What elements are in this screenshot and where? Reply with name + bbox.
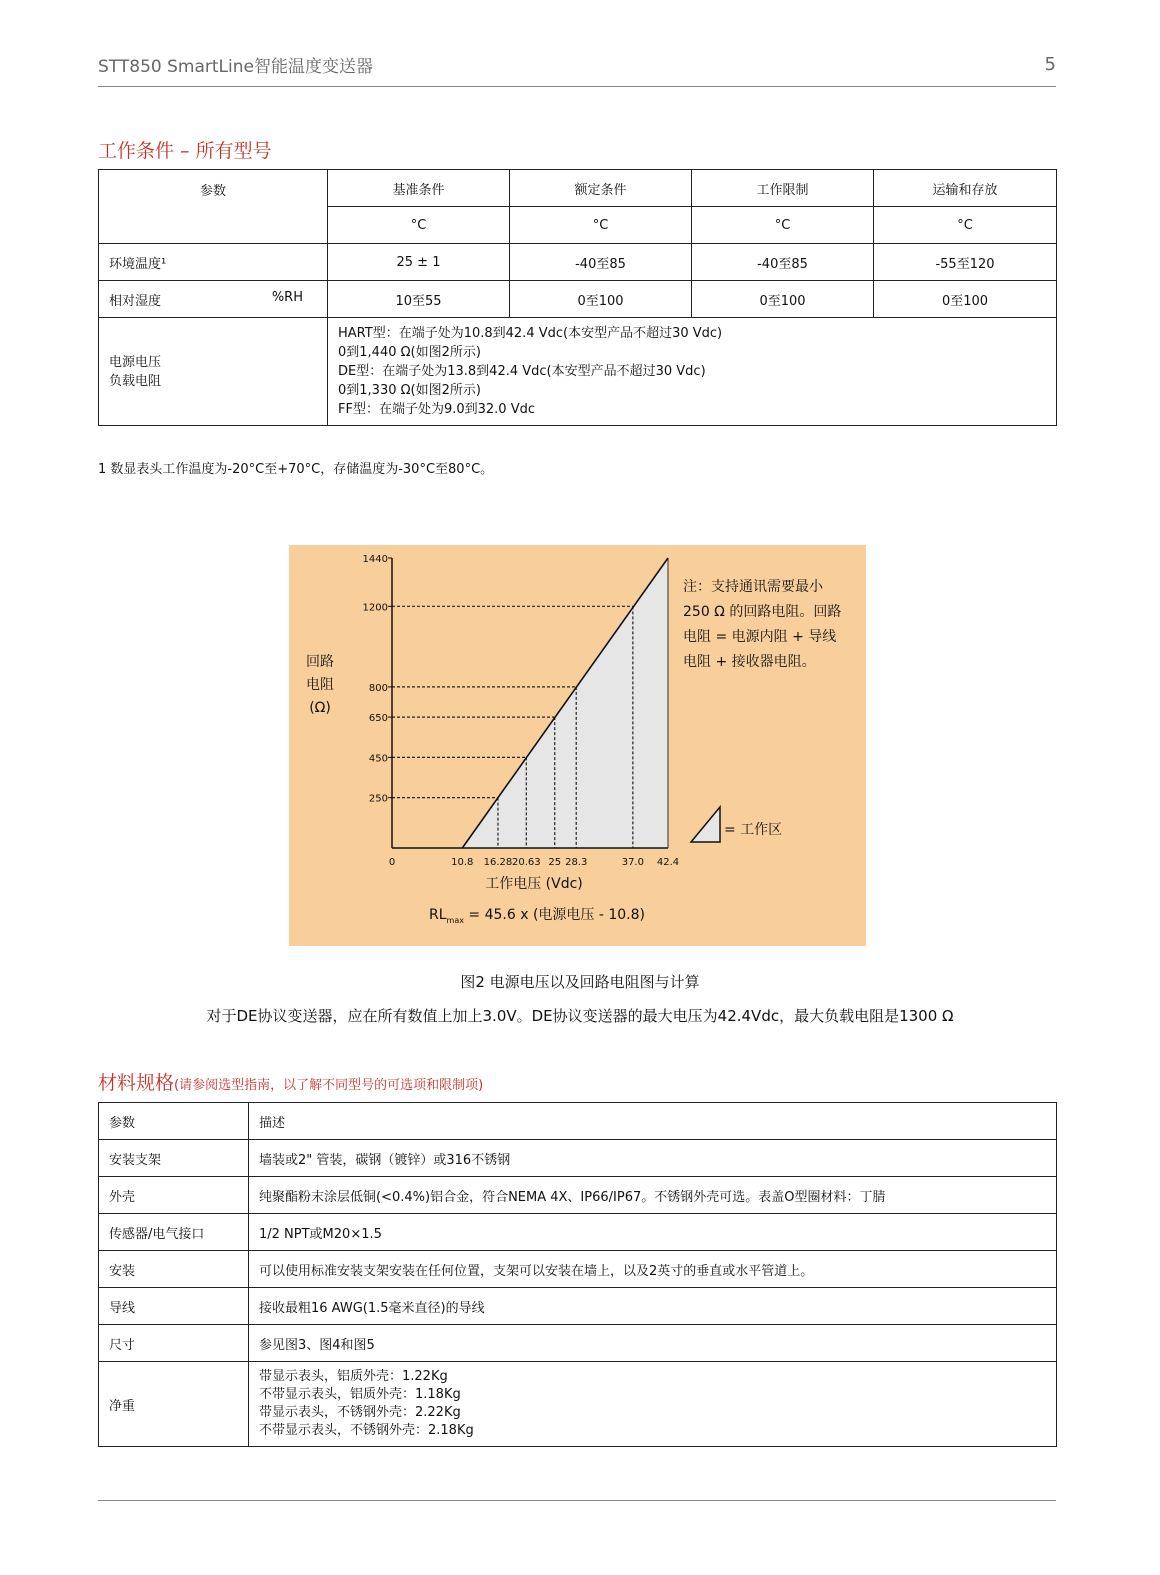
param-unit: %RH bbox=[271, 289, 303, 305]
x-tick-label: 28.3 bbox=[565, 857, 588, 868]
footnote: 1 数显表头工作温度为-20°C至+70°C，存储温度为-30°C至80°C。 bbox=[98, 462, 494, 477]
y-axis-label: 回路 bbox=[306, 654, 334, 670]
y-axis-label: 电阻 bbox=[306, 677, 334, 693]
param-cell bbox=[99, 281, 328, 318]
value-cell: 0至100 bbox=[510, 281, 692, 318]
operating-conditions-table bbox=[98, 169, 1057, 426]
param-cell bbox=[99, 318, 328, 426]
column-header: 工作限制 bbox=[692, 170, 874, 207]
value-cell: -40至85 bbox=[692, 244, 874, 281]
operating-conditions-title: 工作条件 – 所有型号 bbox=[98, 140, 272, 162]
column-header: 运输和存放 bbox=[874, 170, 1057, 207]
chart-note: 注：支持通讯需要最小 bbox=[683, 579, 823, 595]
column-header: 额定条件 bbox=[510, 170, 692, 207]
y-tick-label: 450 bbox=[368, 753, 388, 765]
param-cell bbox=[99, 244, 328, 281]
x-tick-label: 20.63 bbox=[511, 857, 541, 868]
materials-table bbox=[98, 1102, 1057, 1447]
table-header-row bbox=[99, 1103, 1057, 1140]
materials-title-sub: (请参阅选型指南，以了解不同型号的可选项和限制项) bbox=[174, 1078, 484, 1093]
unit-cell: °C bbox=[328, 207, 510, 244]
desc-cell: 可以使用标准安装支架安装在任何位置，支架可以安装在墙上，以及2英寸的垂直或水平管道上。 bbox=[249, 1251, 1057, 1288]
y-tick-label: 650 bbox=[368, 713, 388, 725]
table-row bbox=[99, 1325, 1057, 1362]
materials-title bbox=[98, 1068, 483, 1095]
unit-cell: °C bbox=[874, 207, 1057, 244]
y-tick-label: 800 bbox=[368, 682, 388, 694]
column-header: 参数 bbox=[99, 170, 328, 244]
x-tick-label: 16.28 bbox=[483, 857, 513, 868]
table-row bbox=[99, 1140, 1057, 1177]
param-cell: 安装 bbox=[99, 1251, 249, 1288]
legend-label: = 工作区 bbox=[724, 822, 783, 838]
figure-caption: 图2 电源电压以及回路电阻图与计算 bbox=[460, 973, 700, 991]
param-cell: 尺寸 bbox=[99, 1325, 249, 1362]
param-name: 负载电阻 bbox=[109, 373, 162, 389]
unit-cell: °C bbox=[692, 207, 874, 244]
formula: $RL_{max} = 45.6$ x (电源电压 - 10.8) bbox=[429, 907, 646, 925]
legend-swatch bbox=[691, 807, 720, 842]
page-header bbox=[98, 52, 1056, 87]
supply-description bbox=[328, 318, 1057, 426]
x-axis-label: 工作电压 (Vdc) bbox=[485, 876, 583, 892]
value-cell: -55至120 bbox=[874, 244, 1057, 281]
y-axis-label: (Ω) bbox=[309, 700, 331, 716]
column-header: 基准条件 bbox=[328, 170, 510, 207]
param-cell: 外壳 bbox=[99, 1177, 249, 1214]
chart-note: 电阻 = 电源内阻 + 导线 bbox=[683, 629, 837, 645]
y-tick-label: 1200 bbox=[362, 602, 388, 614]
chart-svg bbox=[289, 545, 866, 946]
param-name: 环境温度¹ bbox=[109, 256, 167, 272]
param-cell: 传感器/电气接口 bbox=[99, 1214, 249, 1251]
supply-line: 0到1,440 Ω(如图2所示) bbox=[338, 345, 481, 360]
materials-title-main: 材料规格 bbox=[98, 1072, 175, 1094]
table-row bbox=[99, 1214, 1057, 1251]
page-number: 5 bbox=[1044, 54, 1056, 75]
y-tick-label: 1440 bbox=[362, 554, 388, 565]
param-name: 相对湿度 bbox=[109, 293, 162, 309]
weight-line: 带显示表头，不锈钢外壳：2.22Kg bbox=[259, 1405, 461, 1420]
supply-line: 0到1,330 Ω(如图2所示) bbox=[338, 383, 481, 398]
table-row bbox=[99, 244, 1057, 281]
supply-line: DE型：在端子处为13.8到42.4 Vdc(本安型产品不超过30 Vdc) bbox=[338, 364, 706, 379]
supply-line: HART型：在端子处为10.8到42.4 Vdc(本安型产品不超过30 Vdc) bbox=[338, 326, 723, 341]
param-name: 电源电压 bbox=[109, 354, 162, 370]
unit-cell: °C bbox=[510, 207, 692, 244]
document-title: STT850 SmartLine智能温度变送器 bbox=[98, 57, 373, 77]
desc-cell: 1/2 NPT或M20×1.5 bbox=[249, 1214, 1057, 1251]
value-cell: -40至85 bbox=[510, 244, 692, 281]
value-cell: 0至100 bbox=[874, 281, 1057, 318]
chart-note: 250 Ω 的回路电阻。回路 bbox=[683, 604, 842, 620]
column-header: 描述 bbox=[249, 1103, 1057, 1140]
x-tick-label: 10.8 bbox=[451, 857, 474, 868]
load-resistance-chart bbox=[289, 545, 866, 946]
desc-cell: 参见图3、图4和图5 bbox=[249, 1325, 1057, 1362]
table-row bbox=[99, 318, 1057, 426]
value-cell: 25 ± 1 bbox=[328, 244, 510, 281]
value-cell: 0至100 bbox=[692, 281, 874, 318]
desc-cell: 纯聚酯粉末涂层低铜(<0.4%)铝合金，符合NEMA 4X、IP66/IP67。不锈钢外壳可选。表盖O型圈材料：丁腈 bbox=[249, 1177, 1057, 1214]
desc-cell: 接收最粗16 AWG(1.5毫米直径)的导线 bbox=[249, 1288, 1057, 1325]
weight-line: 带显示表头，铝质外壳：1.22Kg bbox=[259, 1369, 448, 1384]
chart-note: 电阻 + 接收器电阻。 bbox=[683, 654, 816, 670]
desc-cell bbox=[249, 1362, 1057, 1447]
param-cell: 导线 bbox=[99, 1288, 249, 1325]
desc-cell: 墙装或2" 管装，碳钢（镀锌）或316不锈钢 bbox=[249, 1140, 1057, 1177]
x-tick-label: 42.4 bbox=[656, 857, 680, 868]
footer-divider bbox=[98, 1500, 1056, 1501]
table-row bbox=[99, 281, 1057, 318]
table-row bbox=[99, 1362, 1057, 1447]
x-tick-label: 25 bbox=[548, 857, 562, 868]
param-cell: 安装支架 bbox=[99, 1140, 249, 1177]
table-row bbox=[99, 1251, 1057, 1288]
column-header: 参数 bbox=[99, 1103, 249, 1140]
weight-line: 不带显示表头，铝质外壳：1.18Kg bbox=[259, 1387, 461, 1402]
figure-note: 对于DE协议变送器，应在所有数值上加上3.0V。DE协议变送器的最大电压为42.4Vdc，最大负载电阻是1300 Ω bbox=[206, 1007, 954, 1025]
table-row bbox=[99, 1288, 1057, 1325]
y-tick-label: 250 bbox=[368, 793, 388, 805]
weight-line: 不带显示表头，不锈钢外壳：2.18Kg bbox=[259, 1423, 474, 1438]
x-tick-label: 0 bbox=[388, 857, 396, 868]
supply-line: FF型：在端子处为9.0到32.0 Vdc bbox=[338, 402, 535, 417]
value-cell: 10至55 bbox=[328, 281, 510, 318]
x-tick-label: 37.0 bbox=[621, 857, 644, 868]
table-row bbox=[99, 1177, 1057, 1214]
param-cell: 净重 bbox=[99, 1362, 249, 1447]
